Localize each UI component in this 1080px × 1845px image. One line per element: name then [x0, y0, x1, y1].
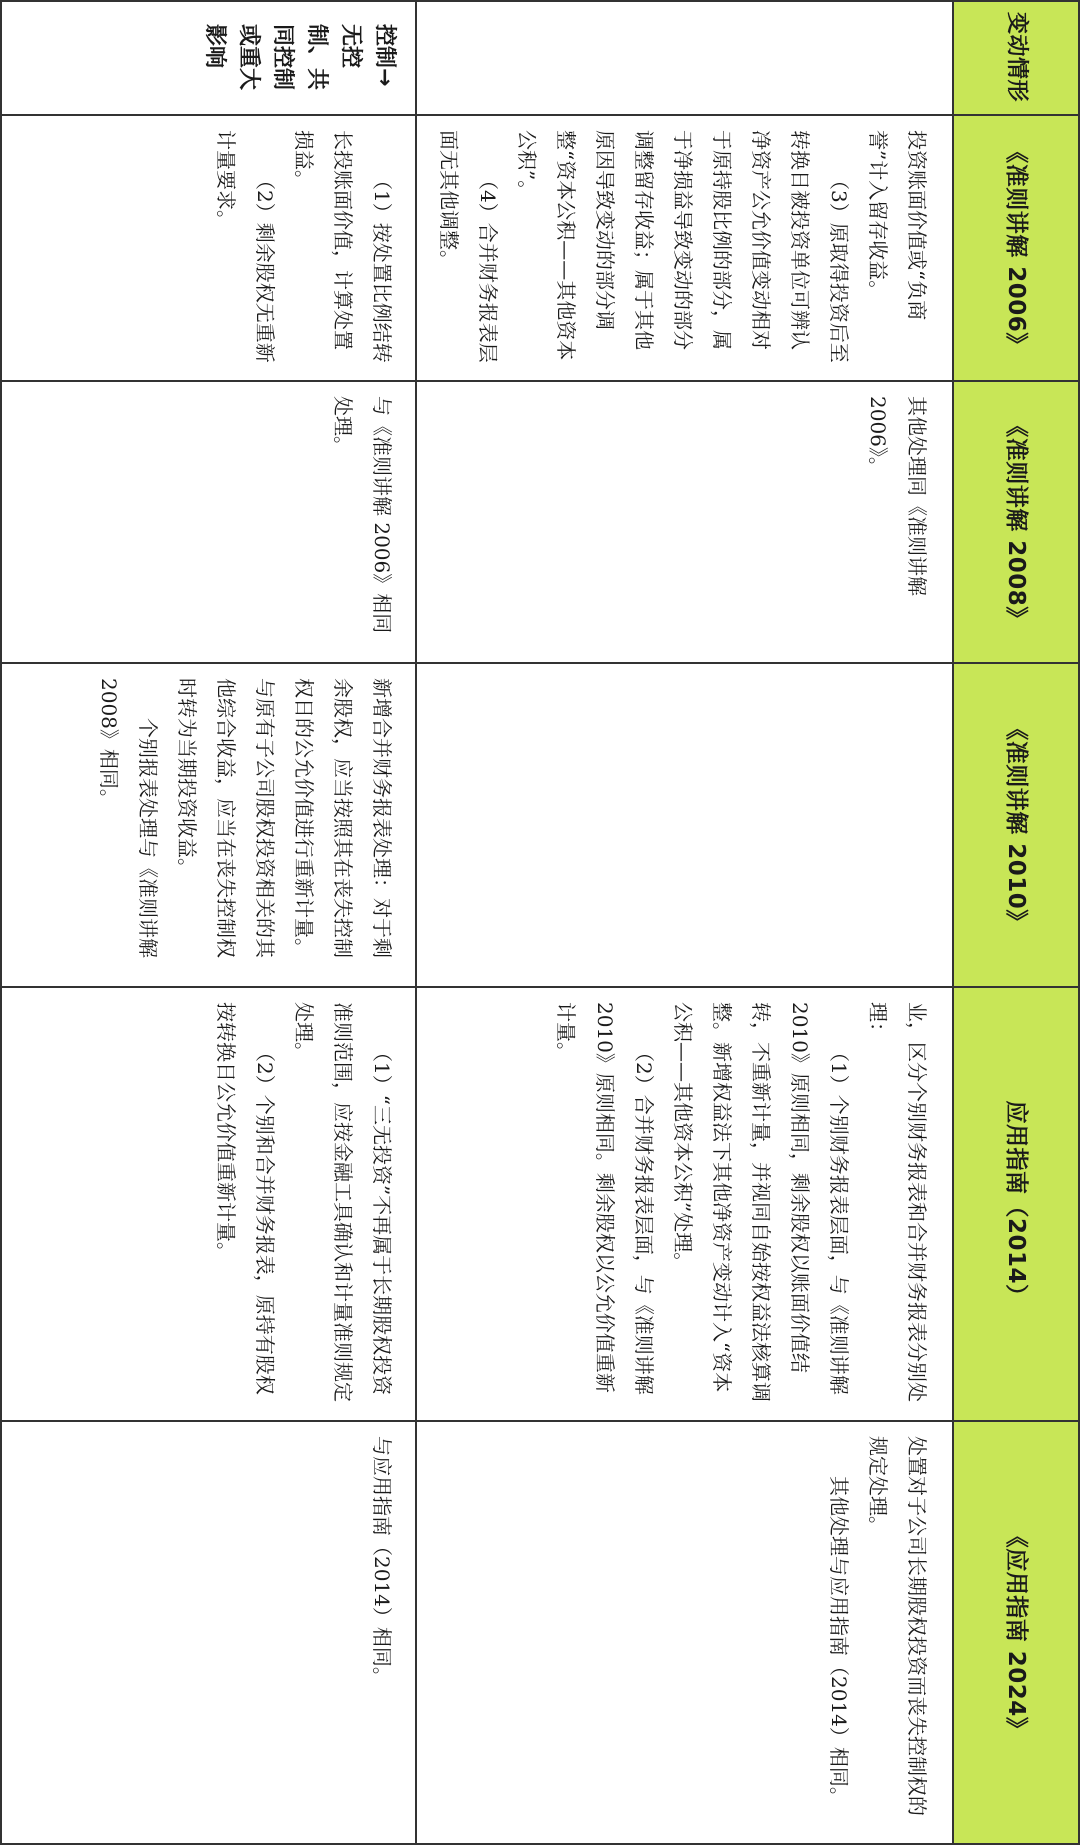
- cell-paragraph: 处置对子公司长期股权投资而丧失控制权的规定处理。: [866, 1436, 929, 1816]
- header-col-2008: 《准则讲解 2008》: [953, 381, 1079, 663]
- cell-paragraph: 其他处理与应用指南（2014）相同。: [827, 1476, 851, 1807]
- cell-paragraph: 个别报表处理与《准则讲解 2008》相同。: [97, 678, 160, 958]
- row-label: [416, 1, 953, 115]
- cell-paragraph: （1）按处置比例结转长投账面价值，计算处置损益。: [292, 130, 394, 363]
- table-row: [1, 1, 416, 1844]
- cell-paragraph: （2）剩余股权无重新计量要求。: [214, 130, 277, 363]
- cell-2008: [1, 381, 416, 663]
- cell-paragraph: （1）“三无投资”不再属于长期股权投资准则范围，应按金融工具确认和计量准则规定处理。: [292, 1002, 394, 1402]
- cell-2008: [416, 381, 953, 663]
- cell-2010: [416, 663, 953, 987]
- table-row: [416, 1, 953, 1844]
- cell-paragraph: 新增合并财务报表处理：对于剩余股权，应当按照其在丧失控制权日的公允价值进行重新计量。与原有子公司股权投资相关的其他综合收益，应当在丧失控制权时转为当期投资收益。: [175, 678, 394, 958]
- cell-paragraph: 投资账面价值或“负商誉”计入留存收益。: [866, 130, 929, 321]
- cell-paragraph: 与《准则讲解 2006》相同处理。: [331, 396, 394, 634]
- cell-2024: [1, 1421, 416, 1844]
- header-col-2006: 《准则讲解 2006》: [953, 115, 1079, 381]
- cell-paragraph: 其他处理同《准则讲解 2006》。: [866, 396, 929, 596]
- cell-2014: [1, 987, 416, 1421]
- cell-2006: [1, 115, 416, 381]
- header-change-situation: 变动情形: [953, 1, 1079, 115]
- header-row: [953, 1, 1079, 1844]
- cell-2024: [416, 1421, 953, 1844]
- cell-paragraph: 与应用指南（2014）相同。: [370, 1436, 394, 1687]
- header-col-2010: 《准则讲解 2010》: [953, 663, 1079, 987]
- cell-paragraph: （1）个别财务报表层面，与《准则讲解 2010》原则相同，剩余股权以账面价值结转，不重新计量，并视同自始按权益法核算调整。新增权益法下其他净资产变动计入“资本公积——其他资本公积”处理。: [671, 1002, 851, 1402]
- header-col-2024: 《应用指南 2024》: [953, 1421, 1079, 1844]
- cell-2006: [416, 115, 953, 381]
- cell-paragraph: （3）原取得投资后至转换日被投资单位可辨认净资产公允价值变动相对于原持股比例的部分，属于净损益导致变动的部分调整留存收益；属于其他原因导致变动的部分调整“资本公积——其他资本公积”。: [515, 130, 851, 363]
- cell-paragraph: （2）合并财务报表层面，与《准则讲解 2010》原则相同。剩余股权以公允价值重新计量。: [554, 1002, 656, 1395]
- cell-paragraph: 业，区分个别财务报表和合并财务报表分别处理：: [866, 1002, 929, 1402]
- row-label: 控制→无控制、共同控制或重大影响: [1, 1, 416, 115]
- cell-2010: [1, 663, 416, 987]
- cell-2014: [416, 987, 953, 1421]
- header-col-2014: 应用指南（2014）: [953, 987, 1079, 1421]
- cell-paragraph: （2）个别和合并财务报表，原持有股权按转换日公允价值重新计量。: [214, 1002, 277, 1395]
- cell-paragraph: （4）合并财务报表层面无其他调整。: [437, 130, 500, 363]
